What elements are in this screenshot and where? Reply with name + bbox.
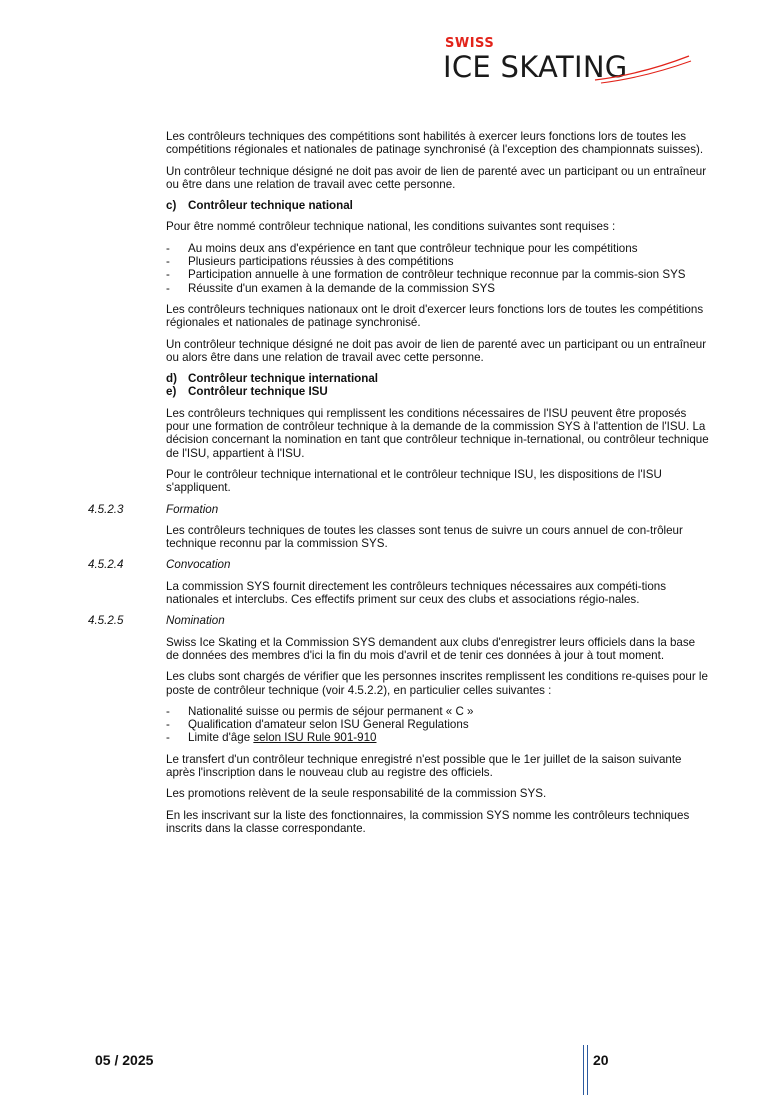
paragraph: Les promotions relèvent de la seule responsabilité de la commission SYS. [166, 787, 547, 801]
swiss-ice-skating-logo [443, 36, 693, 92]
subheading-title: Contrôleur technique national [188, 199, 353, 213]
paragraph: Pour être nommé contrôleur technique national, les conditions suivantes sont requises : [166, 220, 616, 234]
paragraph: Les contrôleurs techniques des compétitions sont habilités à exercer leurs fonctions lors de toutes les compétitions régionales et nationales de patinage synchronisé (à l'exception des championnats suisses). [166, 130, 704, 157]
section-formation [0, 503, 774, 551]
paragraph: Les contrôleurs techniques nationaux ont le droit d'exercer leurs fonctions lors de toutes les compétitions régionales et nationales de patinage synchronisé. [166, 302, 704, 330]
list-item: - Plusieurs participations réussies à des compétitions [166, 255, 710, 268]
section-title: Formation [166, 502, 219, 516]
section-body [166, 580, 710, 607]
footer-date: 05 / 2025 [95, 1052, 154, 1068]
skate-swoosh-icon [593, 54, 693, 84]
section-number: 4.5.2.4 [88, 558, 124, 572]
section-body [166, 636, 710, 836]
paragraph: En les inscrivant sur la liste des fonctionnaires, la commission SYS nomme les contrôleurs techniques inscrits dans la classe correspondante. [166, 808, 690, 835]
section-title: Convocation [166, 558, 231, 572]
subheading-title: Contrôleur technique international [188, 372, 379, 386]
section-title: Nomination [166, 614, 225, 628]
paragraph: Un contrôleur technique désigné ne doit pas avoir de lien de parenté avec un participant ou un entraîneur ou être dans une relation de travail avec cette personne. [166, 164, 707, 191]
isu-rule-link[interactable]: selon ISU Rule 901-910 [253, 731, 377, 745]
paragraph: La commission SYS fournit directement les contrôleurs techniques nécessaires aux compéti-tions nationales et interclubs. Ces effectifs priment sur ceux des clubs et associations régio-nales. [166, 579, 667, 607]
age-limit-label: Limite d'âge [188, 731, 254, 745]
footer-divider [583, 1045, 588, 1095]
paragraph: Les clubs sont chargés de vérifier que les personnes inscrites remplissent les conditions re-quises pour le poste de contrôleur technique (voir 4.5.2.2), en particulier celles suivantes : [166, 670, 708, 697]
section-convocation [0, 558, 774, 606]
paragraph: Les contrôleurs techniques de toutes les classes sont tenus de suivre un cours annuel de con-trôleur technique reconnu par la commission SYS. [166, 523, 683, 551]
subheading-letter: c) [166, 199, 177, 213]
requirements-list [166, 242, 710, 295]
subheading-d [166, 372, 710, 385]
logo-swiss-text: SWISS [445, 36, 495, 51]
section-nomination [0, 614, 774, 835]
subheading-c [166, 199, 710, 212]
section-number: 4.5.2.3 [88, 502, 124, 516]
subheading-title: Contrôleur technique ISU [188, 385, 328, 399]
logo-main-text: ICE SKATING [443, 50, 628, 84]
paragraph: Pour le contrôleur technique international et le contrôleur technique ISU, les dispositions de l'ISU s'appliquent. [166, 467, 662, 495]
subheading-e [166, 385, 710, 398]
page-content [0, 130, 774, 843]
list-item: - Participation annuelle à une formation de contrôleur technique reconnue par la commis-sion SYS [166, 268, 710, 281]
subheading-letter: d) [166, 372, 177, 386]
paragraph: Un contrôleur technique désigné ne doit pas avoir de lien de parenté avec un participant ou un entraîneur ou alors être dans une relation de travail avec cette personne. [166, 337, 707, 364]
list-item: - Qualification d'amateur selon ISU General Regulations [166, 718, 710, 731]
list-item-age [166, 731, 710, 744]
paragraph: Le transfert d'un contrôleur technique enregistré n'est possible que le 1er juillet de la saison suivante après l'inscription dans le nouveau club au registre des officiels. [166, 752, 682, 779]
paragraph: Swiss Ice Skating et la Commission SYS demandent aux clubs d'enregistrer leurs officiels dans la base de données des membres d'ici la fin du mois d'avril et de tenir ces données à jour à tout moment. [166, 635, 696, 662]
section-number: 4.5.2.5 [88, 614, 124, 628]
paragraph: Les contrôleurs techniques qui remplissent les conditions nécessaires de l'ISU peuvent être proposés pour une formation de contrôleur technique à la demande de la commission SYS à l'attention de l'ISU. La décision concernant la nomination en tant que contrôleur technique in-ternational, ou contrôleur technique de l'ISU, appartient à l'ISU. [166, 406, 709, 460]
criteria-list [166, 705, 710, 745]
subheading-letter: e) [166, 385, 177, 399]
list-item: - Nationalité suisse ou permis de séjour permanent « C » [166, 705, 710, 718]
section-body [166, 524, 710, 551]
list-item: - Au moins deux ans d'expérience en tant que contrôleur technique pour les compétitions [166, 242, 710, 255]
list-item: - Réussite d'un examen à la demande de la commission SYS [166, 282, 710, 295]
body-top [166, 130, 710, 495]
page-number: 20 [593, 1052, 609, 1068]
